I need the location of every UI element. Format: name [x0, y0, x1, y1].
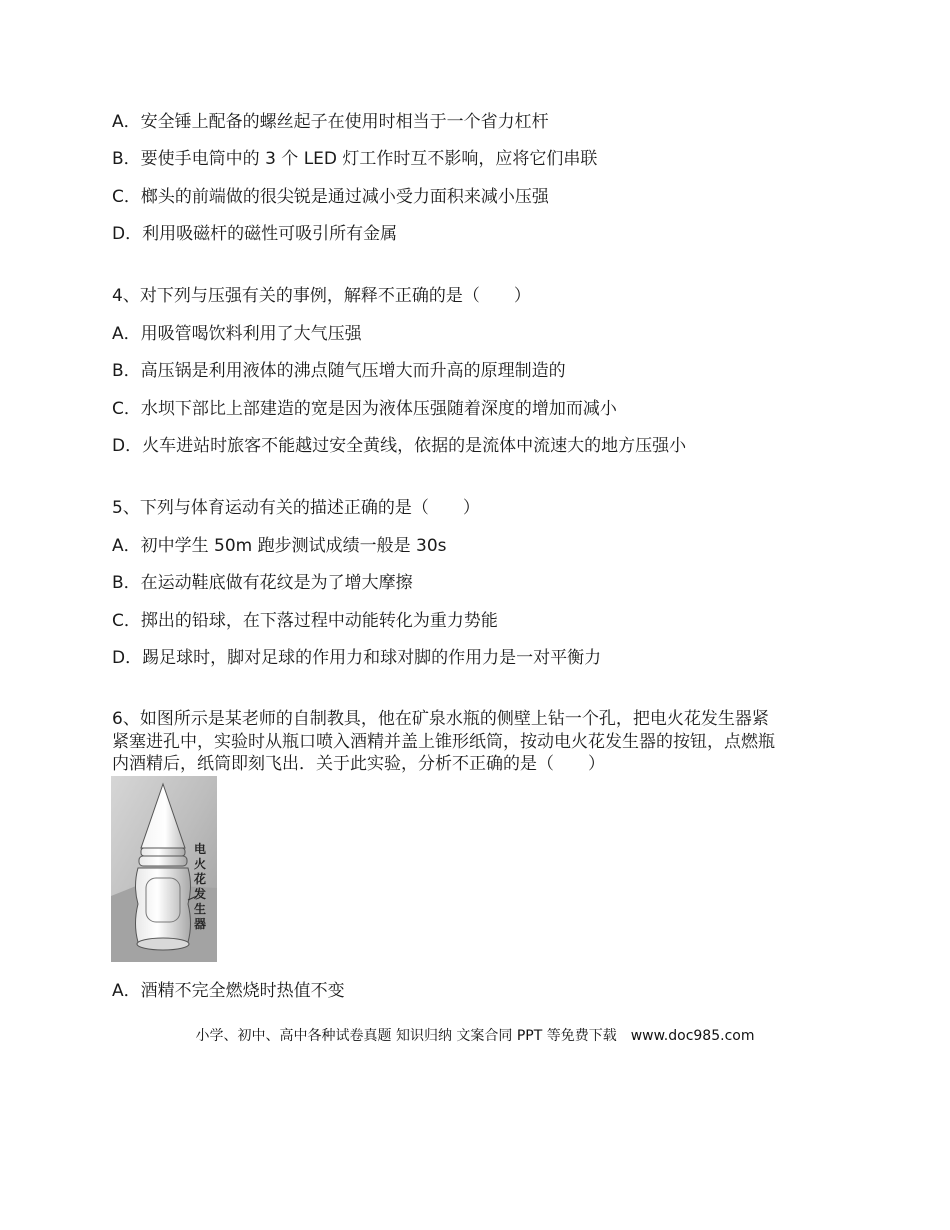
figure-label-char: 电 — [193, 842, 206, 856]
q5-option-b: B．在运动鞋底做有花纹是为了增大摩擦 — [112, 573, 413, 593]
page-footer: 小学、初中、高中各种试卷真题 知识归纳 文案合同 PPT 等免费下载 www.doc985.com — [195, 1028, 755, 1044]
q4-option-a: A．用吸管喝饮料利用了大气压强 — [112, 324, 362, 344]
q6-stem-line-3: 内酒精后，纸筒即刻飞出．关于此实验，分析不正确的是（ ） — [112, 754, 605, 774]
q3-option-c: C．榔头的前端做的很尖锐是通过减小受力面积来减小压强 — [112, 187, 549, 207]
q4-stem: 4、对下列与压强有关的事例，解释不正确的是（ ） — [112, 286, 531, 306]
q6-option-a: A．酒精不完全燃烧时热值不变 — [112, 981, 345, 1001]
figure-label-char: 生 — [193, 902, 206, 916]
figure-label-char: 发 — [193, 887, 206, 901]
q6-stem-line-1: 6、如图所示是某老师的自制教具，他在矿泉水瓶的侧壁上钻一个孔，把电火花发生器紧 — [112, 709, 769, 729]
q3-option-b: B．要使手电筒中的 3 个 LED 灯工作时互不影响，应将它们串联 — [112, 149, 598, 169]
q4-option-d: D．火车进站时旅客不能越过安全黄线，依据的是流体中流速大的地方压强小 — [112, 436, 687, 456]
q3-option-d: D．利用吸磁杆的磁性可吸引所有金属 — [112, 224, 398, 244]
q5-option-a: A．初中学生 50m 跑步测试成绩一般是 30s — [112, 536, 447, 556]
q5-option-c: C．掷出的铅球，在下落过程中动能转化为重力势能 — [112, 611, 498, 631]
q6-stem-line-2: 紧塞进孔中，实验时从瓶口喷入酒精并盖上锥形纸筒，按动电火花发生器的按钮，点燃瓶 — [112, 732, 775, 752]
figure-label-char: 器 — [193, 917, 206, 931]
q5-option-d: D．踢足球时，脚对足球的作用力和球对脚的作用力是一对平衡力 — [112, 648, 602, 668]
q3-option-a: A．安全锤上配备的螺丝起子在使用时相当于一个省力杠杆 — [112, 112, 549, 132]
q4-option-c: C．水坝下部比上部建造的宽是因为液体压强随着深度的增加而减小 — [112, 399, 617, 419]
q5-stem: 5、下列与体育运动有关的描述正确的是（ ） — [112, 498, 480, 518]
figure-label-char: 花 — [193, 872, 206, 886]
figure-label — [193, 842, 207, 932]
q4-option-b: B．高压锅是利用液体的沸点随气压增大而升高的原理制造的 — [112, 361, 566, 381]
figure-label-char: 火 — [193, 857, 206, 871]
